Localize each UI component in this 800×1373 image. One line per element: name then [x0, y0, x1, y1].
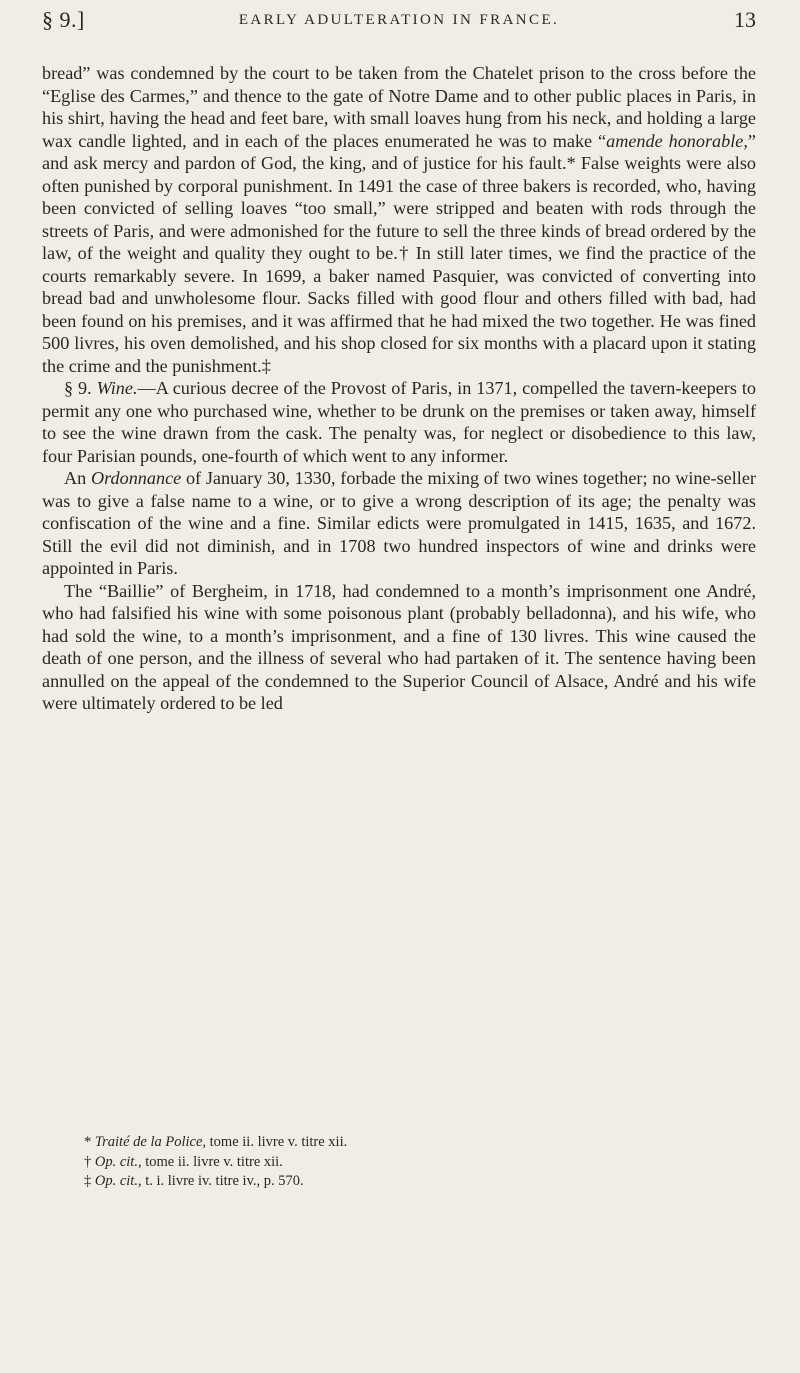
footnote-mark: † — [84, 1153, 95, 1170]
footnote — [42, 1133, 756, 1153]
text-run-italic: Ordonnance — [90, 468, 182, 488]
section-heading: Wine. — [96, 378, 138, 398]
text-run-italic: amende honorable, — [606, 130, 748, 151]
footnote-reference: tome ii. livre v. titre xii. — [141, 1153, 283, 1170]
footnote-reference: tome ii. livre v. titre xii. — [206, 1134, 348, 1150]
page-header — [42, 7, 756, 47]
paragraph — [42, 62, 756, 377]
section-reference: § 9.] — [42, 7, 85, 32]
footnote-mark: ‡ — [84, 1173, 95, 1189]
footnote-title: Op. cit., — [94, 1153, 142, 1170]
text-run: The “Baillie” of Bergheim, in 1718, had condemned to a month’s imprisonment one André, who had falsified his wine with some poisonous plant (probably belladonna), and his wife, who had sold the wine, to a month’s imprisonment, and a fine of 130 livres. This wine caused the death of one person, and the illness of several who had partaken of it. The sentence having been annulled on the appeal of the condemned to the Superior Council of Alsace, André and his wife were ultimately ordered to be led — [42, 580, 756, 713]
text-run: —A curious decree of the Provost of Paris, in 1371, compelled the tavern-keepers to permit any one who purchased wine, whether to be drunk on the premises or taken away, himself to see the wine drawn from the cask. The penalty was, for neglect or disobedience to this law, four Parisian pounds, one-fourth of which went to any informer. — [42, 378, 756, 466]
paragraph — [42, 467, 756, 580]
paragraph — [42, 377, 756, 467]
footnote — [42, 1153, 756, 1173]
page-number: 13 — [734, 7, 756, 32]
footnote-title: Traité de la Police, — [94, 1134, 207, 1150]
body-text — [42, 62, 756, 715]
footnote-mark: * — [84, 1134, 95, 1150]
footnote-reference: t. i. livre iv. titre iv., p. 570. — [141, 1173, 304, 1189]
text-run: ” and ask mercy and pardon of God, the king, and of justice for his fault.* False weights were also often punished by corporal punishment. In 1491 the case of three bakers is recorded, who, having been convicted of selling loaves “too small,” were stripped and beaten with rods through the streets of Paris, and were admonished for the future to sell the three kinds of bread ordered by the law, of the weight and quality they ought to be.† In still later times, we find the practice of the courts remarkably severe. In 1699, a baker named Pasquier, was convicted of converting into bread bad and unwholesome flour. Sacks filled with good flour and others filled with bad, had been found on his premises, and it was affirmed that he had mixed the two together. He was fined 500 livres, his oven demolished, and his shop closed for six months with a placard upon it stating the crime and the punishment.‡ — [42, 130, 756, 376]
footnotes — [42, 1133, 756, 1192]
text-run: of January 30, 1330, forbade the mixing of two wines together; no wine-seller was to give a false name to a wine, or to give a wrong description of its age; the penalty was confiscation of the wine and a fine. Similar edicts were promulgated in 1415, 1635, and 1672. Still the evil did not diminish, and in 1708 two hundred inspectors of wine and drinks were appointed in Paris. — [42, 468, 756, 578]
footnote — [42, 1172, 756, 1192]
running-head: EARLY ADULTERATION IN FRANCE. — [238, 12, 560, 28]
text-run: An — [64, 468, 91, 488]
paragraph — [42, 580, 756, 715]
section-marker: § 9. — [64, 378, 97, 398]
text-run: bread” was condemned by the court to be taken from the Chatelet prison to the cross before the “Eglise des Carmes,” and thence to the gate of Notre Dame and to other public places in Paris, in his shirt, having the head and feet bare, with small loaves hung from his neck, and holding a large wax candle lighted, and in each of the places enumerated he was to make “ — [42, 63, 756, 151]
footnote-title: Op. cit., — [94, 1173, 142, 1189]
